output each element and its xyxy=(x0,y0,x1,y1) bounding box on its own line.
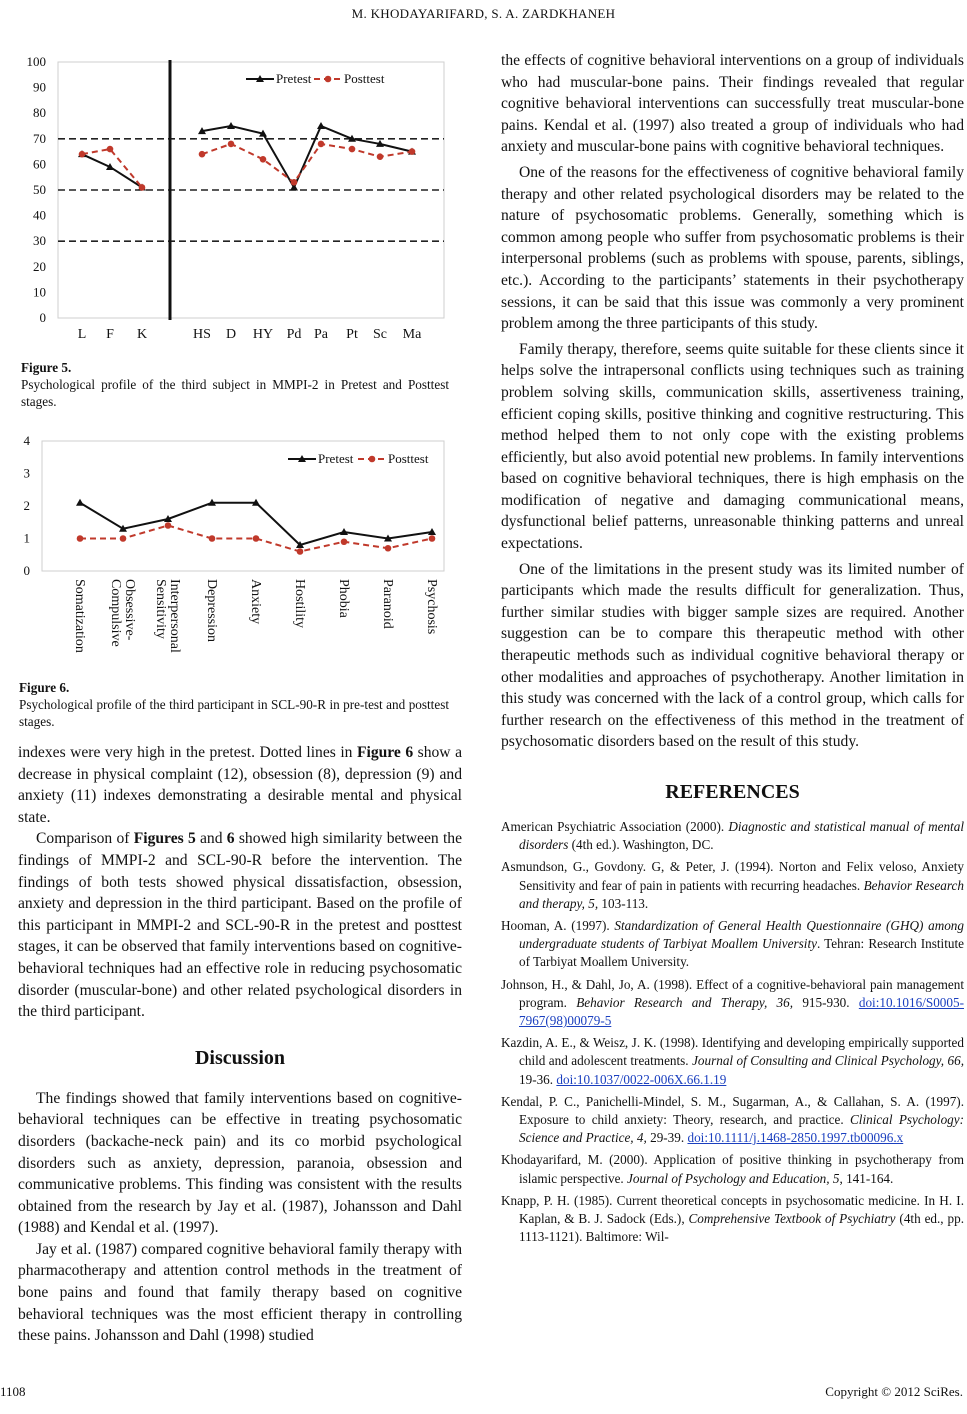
x-tick-label: InterpersonalSensitivity xyxy=(153,579,182,653)
plot-frame xyxy=(42,441,444,571)
y-tick-label: 1 xyxy=(23,530,30,546)
legend-label: Pretest xyxy=(276,71,312,86)
x-tick-label: L xyxy=(77,327,87,342)
data-point xyxy=(77,535,84,542)
y-tick-label: 0 xyxy=(39,310,46,325)
body-paragraph: One of the reasons for the effectiveness of cognitive behavioral family therapy and other related psychological disorders may be related to the nature of psychosomatic problems. Generally, something which is common among people who suffer from psychosomatic problems is their interpersonal problems (such as problems with spouse, parents, siblings, etc.). According to the participants’ statements in their psychotherapy sessions, it can be said that this issue was commonly a very prominent problem among the three participants of this study. xyxy=(501,163,964,333)
figure-6-title: Figure 6. xyxy=(19,680,70,695)
data-point xyxy=(349,146,356,153)
x-tick-label: HS xyxy=(193,327,211,342)
x-tick-label: Pa xyxy=(314,327,328,342)
y-tick-label: 50 xyxy=(33,182,46,197)
left-column xyxy=(18,742,462,1347)
figure-5-text: Psychological profile of the third subject in MMPI-2 in Pretest and Posttest stages. xyxy=(21,377,449,409)
figure-6-caption xyxy=(19,679,449,730)
y-tick-label: 0 xyxy=(23,563,30,578)
y-tick-label: 4 xyxy=(23,433,30,448)
x-tick-label: F xyxy=(106,327,114,342)
body-paragraph: the effects of cognitive behavioral interventions on a group of individuals who had muscular-bone pains. Their findings revealed that regular cognitive behavioral interventions can successfully treat muscular-bone pains. Kendal et al. (1997) also treated a group of individuals who had anxiety and muscular-bone pains with cognitive behavioral techniques. xyxy=(501,52,964,156)
page-number: 1108 xyxy=(0,1384,26,1399)
legend-label: Posttest xyxy=(388,451,429,466)
reference-item: Hooman, A. (1997). Standardization of General Health Questionnaire (GHQ) among undergraduate students of Tarbiyat Moallem University. Tehran: Research Institute of Tarbiyat Moallem University. xyxy=(501,918,964,970)
figure-5-title: Figure 5. xyxy=(21,360,72,375)
body-paragraph: Family therapy, therefore, seems quite suitable for these clients since it helps solve the intrapersonal conflicts using techniques such as training problem solving skills, communication skills, assertiveness training, efficient coping skills, positive thinking and cognitive restructuring. This method helped them to not only cope with the existing problems efficiently, but also avoid potential new problems. In family interventions based on cognitive behavioral techniques, there is high emphasis on the modification of negative and damaging communicational means, dysfunctional belief patterns, unreasonable thinking patterns and unreal expectations. xyxy=(501,340,964,553)
data-point xyxy=(429,535,436,542)
reference-item: Johnson, H., & Dahl, Jo, A. (1998). Effect of a cognitive-behavioral pain management program. Behavior Research and Therapy, 36, 915-930. doi:10.1016/S0005-7967(98)00079-5 xyxy=(501,976,964,1029)
reference-item: Kendal, P. C., Panichelli-Mindel, S. M., Sugarman, A., & Callahan, S. A. (1997). Exposure to child anxiety: Theory, research, and practice. Clinical Psychology: Science and Practice, 4, 29-39. doi:10.1111/j.1468-2850.1997.tb00096.x xyxy=(501,1093,965,1146)
series-line xyxy=(202,144,412,182)
x-tick-label: D xyxy=(225,327,237,342)
doi-link[interactable]: doi:10.1016/S0005-7967(98)00079-5 xyxy=(519,994,964,1029)
data-point xyxy=(228,141,235,148)
reference-item: Kazdin, A. E., & Weisz, J. K. (1998). Identifying and developing empirically supported child and adolescent treatments. Journal of Consulting and Clinical Psychology, 66, 19-36. doi:10.1037/0022-006X.66.1.19 xyxy=(501,1035,964,1087)
data-point xyxy=(253,535,260,542)
y-tick-label: 20 xyxy=(33,258,46,274)
y-tick-label: 30 xyxy=(33,233,46,249)
legend-marker xyxy=(369,456,376,463)
body-paragraph: The findings showed that family interventions based on cognitive-behavioral techniques can be effective in treating psychosomatic disorders (backache-neck pain) and its co morbid psychological disorders such as anxiety, depression, paranoia, obsession and communicative problems. This finding was consistent with the results obtained from the research by Jay et al. (1987), Johansson and Dahl (1988) and Kendal et al. (1997). xyxy=(18,1089,462,1237)
data-point xyxy=(107,146,114,153)
doi-link[interactable]: doi:10.1111/j.1468-2850.1997.tb00096.x xyxy=(687,1130,904,1146)
figure-5-caption xyxy=(21,359,449,410)
data-point xyxy=(385,545,392,552)
x-tick-label: Paranoid xyxy=(380,579,395,629)
data-point xyxy=(317,122,325,129)
figure-6-text: Psychological profile of the third participant in SCL-90-R in pre-test and posttest stages. xyxy=(19,697,449,729)
x-tick-label: K xyxy=(136,327,148,342)
data-point xyxy=(139,184,146,191)
data-point xyxy=(377,153,384,160)
x-tick-label: Pt xyxy=(346,327,358,342)
scl90-line-chart xyxy=(18,428,450,668)
discussion-heading: Discussion xyxy=(194,1046,286,1069)
data-point xyxy=(318,141,325,148)
x-tick-label: Psychosis xyxy=(424,579,439,635)
reference-item: Asmundson, G., Govdony. G, & Peter, J. (1994). Norton and Felix veloso, Anxiety Sensitivity and fear of pain in patients with recurring headaches. Behavior Research and therapy, 5, 103-113. xyxy=(501,859,964,911)
y-tick-label: 80 xyxy=(33,105,46,121)
data-point xyxy=(409,148,416,155)
data-point xyxy=(76,499,84,506)
reference-list xyxy=(501,818,964,1246)
x-tick-label: HY xyxy=(252,327,274,342)
y-tick-label: 40 xyxy=(33,207,46,223)
data-point xyxy=(209,535,216,542)
references-heading: REFERENCES xyxy=(665,781,800,803)
data-point xyxy=(260,156,267,163)
x-tick-label: Ma xyxy=(402,327,422,342)
y-tick-label: 3 xyxy=(23,465,30,481)
right-column xyxy=(501,50,964,1250)
data-point xyxy=(341,538,348,545)
copyright: Copyright © 2012 SciRes. xyxy=(825,1384,963,1399)
x-tick-label: Somatization xyxy=(72,579,87,653)
data-point xyxy=(79,151,86,158)
y-tick-label: 100 xyxy=(26,54,46,69)
x-tick-label: Hostility xyxy=(292,579,307,629)
x-tick-label: Phobia xyxy=(336,579,351,618)
x-tick-label: Pd xyxy=(286,327,302,342)
body-paragraph: One of the limitations in the present study was its limited number of participants which made the results difficult for generalization. Thus, further similar studies with bigger sample sizes are required. Another suggestion can be to compare this therapeutic method with other therapeutic methods such as individual cognitive behavioral therapy or other modalities and approaches of psychotherapy. Another limitation in this study was concerned with the lack of a control group, which calls for further research on the effectiveness of this method in the treatment of psychosomatic disorders based on the result of this study. xyxy=(501,560,964,751)
x-tick-label: Obsessive-Compulsive xyxy=(108,579,137,647)
y-tick-label: 90 xyxy=(33,79,46,95)
figure-5-chart xyxy=(18,52,450,348)
x-tick-label: Anxiety xyxy=(248,579,263,625)
x-tick-label: Sc xyxy=(373,327,387,342)
data-point xyxy=(291,179,298,186)
data-point xyxy=(165,522,172,529)
body-paragraph: Comparison of Figures 5 and 6 showed high similarity between the findings of MMPI-2 and SCL-90-R before the intervention. The findings of both tests showed physical dissatisfaction, obsession, anxiety and depression in the third participant. Based on the profile of this participant in MMPI-2 and SCL-90-R in the pretest and posttest stages, it can be observed that family interventions based on cognitive-behavioral techniques had an effective role in reducing psychosomatic disorder (muscular-bone) and other related psychological disorders in the third participant. xyxy=(18,830,462,1021)
running-head: M. KHODAYARIFARD, S. A. ZARDKHANEH xyxy=(351,6,616,21)
x-tick-label: Depression xyxy=(204,579,219,642)
reference-item: American Psychiatric Association (2000). Diagnostic and statistical manual of mental disorders (4th ed.). Washington, DC. xyxy=(501,819,964,853)
y-tick-label: 2 xyxy=(23,498,30,513)
legend-label: Posttest xyxy=(344,71,385,86)
figure-6-chart xyxy=(18,428,450,668)
legend-label: Pretest xyxy=(318,451,354,466)
data-point xyxy=(199,151,206,158)
doi-link[interactable]: doi:10.1037/0022-006X.66.1.19 xyxy=(556,1071,727,1087)
body-paragraph: indexes were very high in the pretest. Dotted lines in Figure 6 show a decrease in physical complaint (12), obsession (8), depression (9) and anxiety (11) indexes demonstrating a desirable mental and physical state. xyxy=(18,744,462,826)
mmpi-line-chart xyxy=(18,52,450,348)
y-tick-label: 10 xyxy=(33,284,46,300)
reference-item: Knapp, P. H. (1985). Current theoretical concepts in psychosomatic medicine. In H. I. Kaplan, & B. J. Sadock (Eds.), Comprehensive Textbook of Psychiatry (4th ed., pp. 1113-1121). Baltimore: Wil- xyxy=(501,1192,964,1245)
series-line xyxy=(82,154,142,187)
legend-marker xyxy=(325,76,332,83)
data-point xyxy=(120,535,127,542)
data-point xyxy=(297,548,304,555)
y-tick-label: 70 xyxy=(33,130,46,146)
body-paragraph: Jay et al. (1987) compared cognitive behavioral family therapy with pharmacotherapy and attention control methods in the treatment of bone pains and found that family therapy based on cognitive behavioral techniques was the most efficient therapy in controlling these pains. Johansson and Dahl (1998) studied xyxy=(18,1240,462,1345)
y-tick-label: 60 xyxy=(33,156,46,172)
reference-item: Khodayarifard, M. (2000). Application of positive thinking in psychotherapy from islamic perspective. Journal of Psychology and Education, 5, 141-164. xyxy=(501,1152,964,1186)
